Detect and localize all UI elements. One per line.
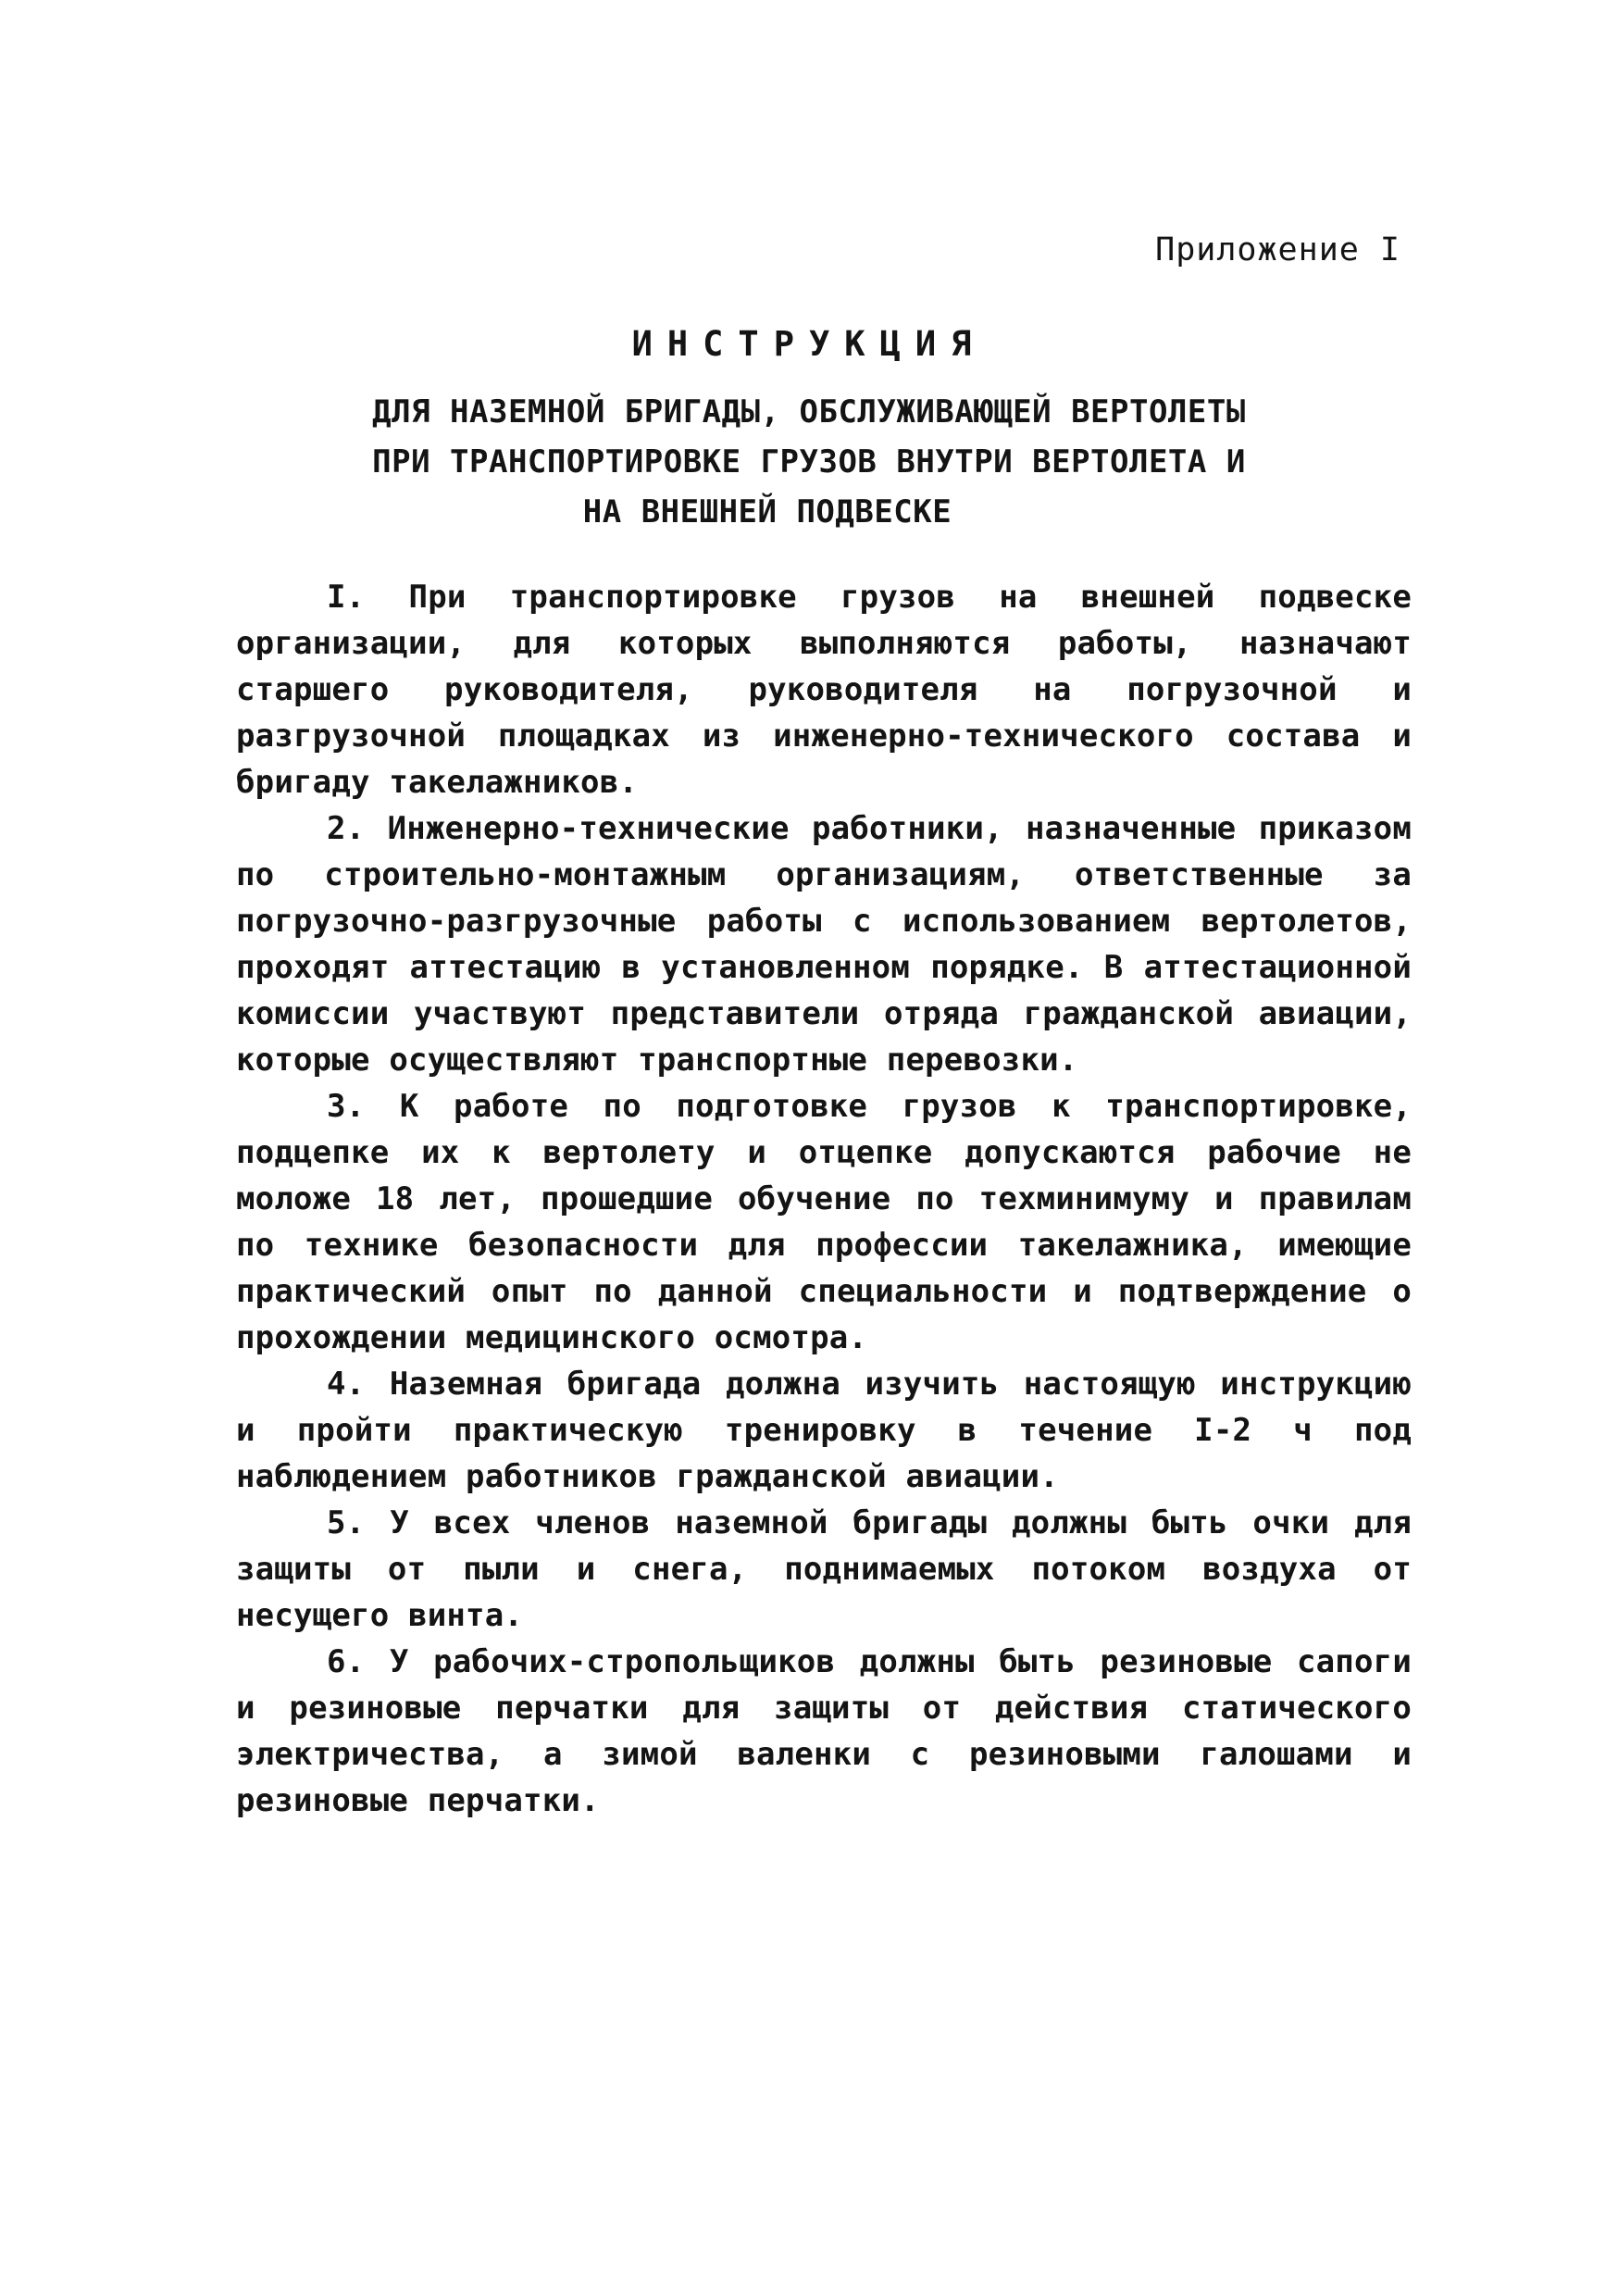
paragraph-6: 6. У рабочих-стропольщиков должны быть резиновые сапоги и резиновые перчатки для защиты от действия статического электричества, а зимой валенки с резиновыми галошами и резиновые перчатки. [236,1643,1412,1819]
paragraph-5: 5. У всех членов наземной бригады должны быть очки для защиты от пыли и снега, поднимаемых потоком воздуха от несущего винта. [236,1504,1412,1634]
paragraph-4: 4. Наземная бригада должна изучить настоящую инструкцию и пройти практическую тренировку в течение I-2 ч под наблюдением работников гражданской авиации. [236,1366,1412,1495]
paragraph-3: 3. К работе по подготовке грузов к транспортировке, подцепке их к вертолету и отцепке допускаются рабочие не моложе 18 лет, прошедшие обучение по техминимуму и правилам по технике безопасности для профессии такелажника, имеющие практический опыт по данной специальности и подтверждение о прохождении медицинского осмотра. [236,1088,1412,1356]
document-subtitle [0,387,1618,537]
paragraph-2: 2. Инженерно-технические работники, назначенные приказом по строительно-монтажным организациям, ответственные за погрузочно-разгрузочные работы с использованием вертолетов, проходят аттестацию в установленном порядке. В аттестационной комиссии участвуют представители отряда гражданской авиации, которые осуществляют транспортные перевозки. [236,810,1412,1079]
document-title: ИНСТРУКЦИЯ [631,324,987,364]
instruction-body [236,574,1412,1824]
paragraph-1: I. При транспортировке грузов на внешней подвеске организации, для которых выполняются работы, назначают старшего руководителя, руководителя на погрузочной и разгрузочной площадках из инженерно-технического состава и бригаду такелажников. [236,579,1412,801]
subtitle-line-3: НА ВНЕШНЕЙ ПОДВЕСКЕ [582,493,952,530]
appendix-label: Приложение I [1155,231,1400,268]
subtitle-line-1: ДЛЯ НАЗЕМНОЙ БРИГАДЫ, ОБСЛУЖИВАЮЩЕЙ ВЕРТОЛЕТЫ [372,393,1246,430]
subtitle-line-2: ПРИ ТРАНСПОРТИРОВКЕ ГРУЗОВ ВНУТРИ ВЕРТОЛЕТА И [372,443,1246,480]
